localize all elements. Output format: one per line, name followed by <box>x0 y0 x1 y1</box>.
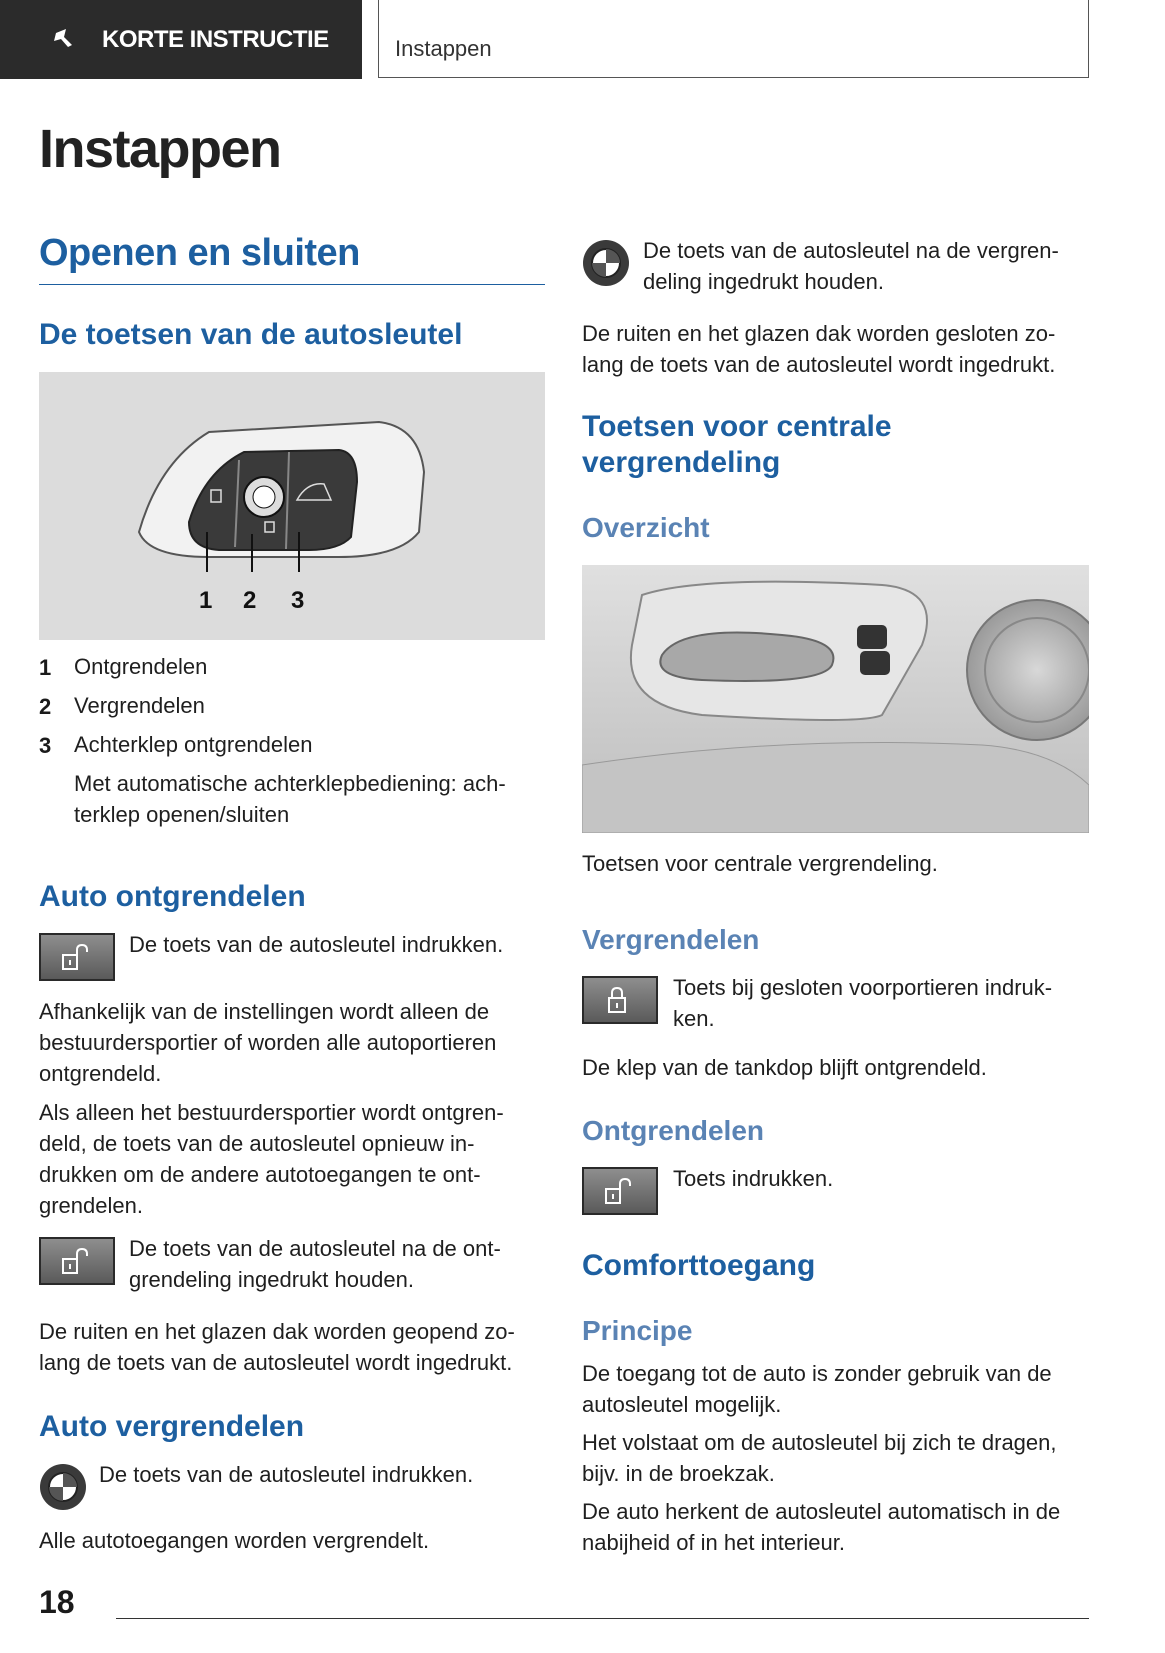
key-fob-illustration <box>39 372 545 640</box>
heading-overview: Overzicht <box>582 512 710 543</box>
heading-principle: Principe <box>582 1315 693 1346</box>
unlock-paragraph: grendelen. <box>39 1193 143 1218</box>
windows-close-paragraph: lang de toets van de autosleutel wordt ingedrukt. <box>582 352 1056 377</box>
chapter-header <box>378 0 1089 78</box>
unlock-paragraph: bestuurdersportier of worden alle autoportieren <box>39 1030 497 1055</box>
hold-instruction: De toets van de autosleutel na de ont- <box>129 1236 501 1261</box>
door-panel-figure <box>582 565 1089 833</box>
heading-unlock: Ontgrendelen <box>582 1115 765 1146</box>
list-number: 2 <box>39 694 52 719</box>
bmw-logo-icon <box>39 1463 87 1511</box>
comfort-paragraph: nabijheid of in het interieur. <box>582 1530 845 1555</box>
unlock-paragraph: ontgrendeld. <box>39 1061 162 1086</box>
lock-instruction: De toets van de autosleutel indrukken. <box>99 1462 474 1487</box>
page-number: 18 <box>39 1584 75 1620</box>
lock-icon <box>602 986 638 1016</box>
key-fob-figure <box>39 372 545 640</box>
section-title: KORTE INSTRUCTIE <box>102 25 329 53</box>
list-number: 3 <box>39 733 52 758</box>
door-panel-illustration <box>582 565 1089 833</box>
heading-central-locking: vergrendeling <box>582 446 781 479</box>
unlock-button-symbol <box>582 1167 658 1215</box>
hold-instruction: grendeling ingedrukt houden. <box>129 1267 415 1292</box>
page-title: Instappen <box>39 119 281 179</box>
hold-lock-instruction: De toets van de autosleutel na de vergren- <box>643 238 1059 263</box>
fuel-flap-paragraph: De klep van de tankdop blijft ontgrendeld. <box>582 1055 987 1080</box>
windows-close-paragraph: De ruiten en het glazen dak worden gesloten zo- <box>582 321 1056 346</box>
comfort-paragraph: De auto herkent de autosleutel automatisch in de <box>582 1499 1061 1524</box>
chapter-title: Instappen <box>395 36 492 61</box>
list-item: Achterklep ontgrendelen <box>74 732 313 757</box>
windows-open-paragraph: lang de toets van de autosleutel wordt ingedrukt. <box>39 1350 513 1375</box>
unlock-icon <box>59 1247 95 1277</box>
heading-lock-car: Auto vergrendelen <box>39 1410 305 1443</box>
unlock-paragraph: Afhankelijk van de instellingen wordt alleen de <box>39 999 490 1024</box>
unlock-paragraph: drukken om de andere autotoegangen te ont- <box>39 1162 481 1187</box>
lock-instruction: Toets bij gesloten voorportieren indruk- <box>673 975 1053 1000</box>
unlock-icon <box>602 1177 638 1207</box>
unlock-instruction: De toets van de autosleutel indrukken. <box>129 932 504 957</box>
heading-open-close: Openen en sluiten <box>39 232 360 274</box>
unlock-paragraph: Als alleen het bestuurdersportier wordt ontgren- <box>39 1100 504 1125</box>
list-number: 1 <box>39 655 52 680</box>
unlock-button-symbol <box>39 1237 115 1285</box>
fig-label-1: 1 <box>199 587 213 614</box>
unlock-button-symbol <box>39 933 115 981</box>
comfort-paragraph: Het volstaat om de autosleutel bij zich te dragen, <box>582 1430 1057 1455</box>
heading-lock: Vergrendelen <box>582 924 760 955</box>
footer-rule <box>116 1618 1089 1619</box>
lock-paragraph: Alle autotoegangen worden vergrendelt. <box>39 1528 430 1553</box>
heading-key-buttons: De toetsen van de autosleutel <box>39 318 463 351</box>
heading-rule <box>39 284 545 285</box>
comfort-paragraph: bijv. in de broekzak. <box>582 1461 775 1486</box>
unlock-instruction: Toets indrukken. <box>673 1166 834 1191</box>
lock-button-symbol <box>582 976 658 1024</box>
windows-open-paragraph: De ruiten en het glazen dak worden geopend zo- <box>39 1319 515 1344</box>
heading-comfort-access: Comforttoegang <box>582 1249 816 1282</box>
bmw-logo-icon <box>582 239 630 287</box>
unlock-paragraph: deld, de toets van de autosleutel opnieuw in- <box>39 1131 475 1156</box>
list-item: Vergrendelen <box>74 693 205 718</box>
lock-instruction: ken. <box>673 1006 715 1031</box>
list-note: Met automatische achterklepbediening: ach- <box>74 771 506 796</box>
figure-caption: Toetsen voor centrale vergrendeling. <box>582 851 938 876</box>
comfort-paragraph: autosleutel mogelijk. <box>582 1392 782 1417</box>
fig-label-3: 3 <box>291 587 305 614</box>
section-tab <box>0 0 362 79</box>
heading-unlock-car: Auto ontgrendelen <box>39 880 306 913</box>
list-item: Ontgrendelen <box>74 654 208 679</box>
pin-icon <box>50 25 80 55</box>
list-note: terklep openen/sluiten <box>74 802 290 827</box>
unlock-icon <box>59 943 95 973</box>
comfort-paragraph: De toegang tot de auto is zonder gebruik van de <box>582 1361 1052 1386</box>
heading-central-locking: Toetsen voor centrale <box>582 410 892 443</box>
fig-label-2: 2 <box>243 587 257 614</box>
hold-lock-instruction: deling ingedrukt houden. <box>643 269 884 294</box>
